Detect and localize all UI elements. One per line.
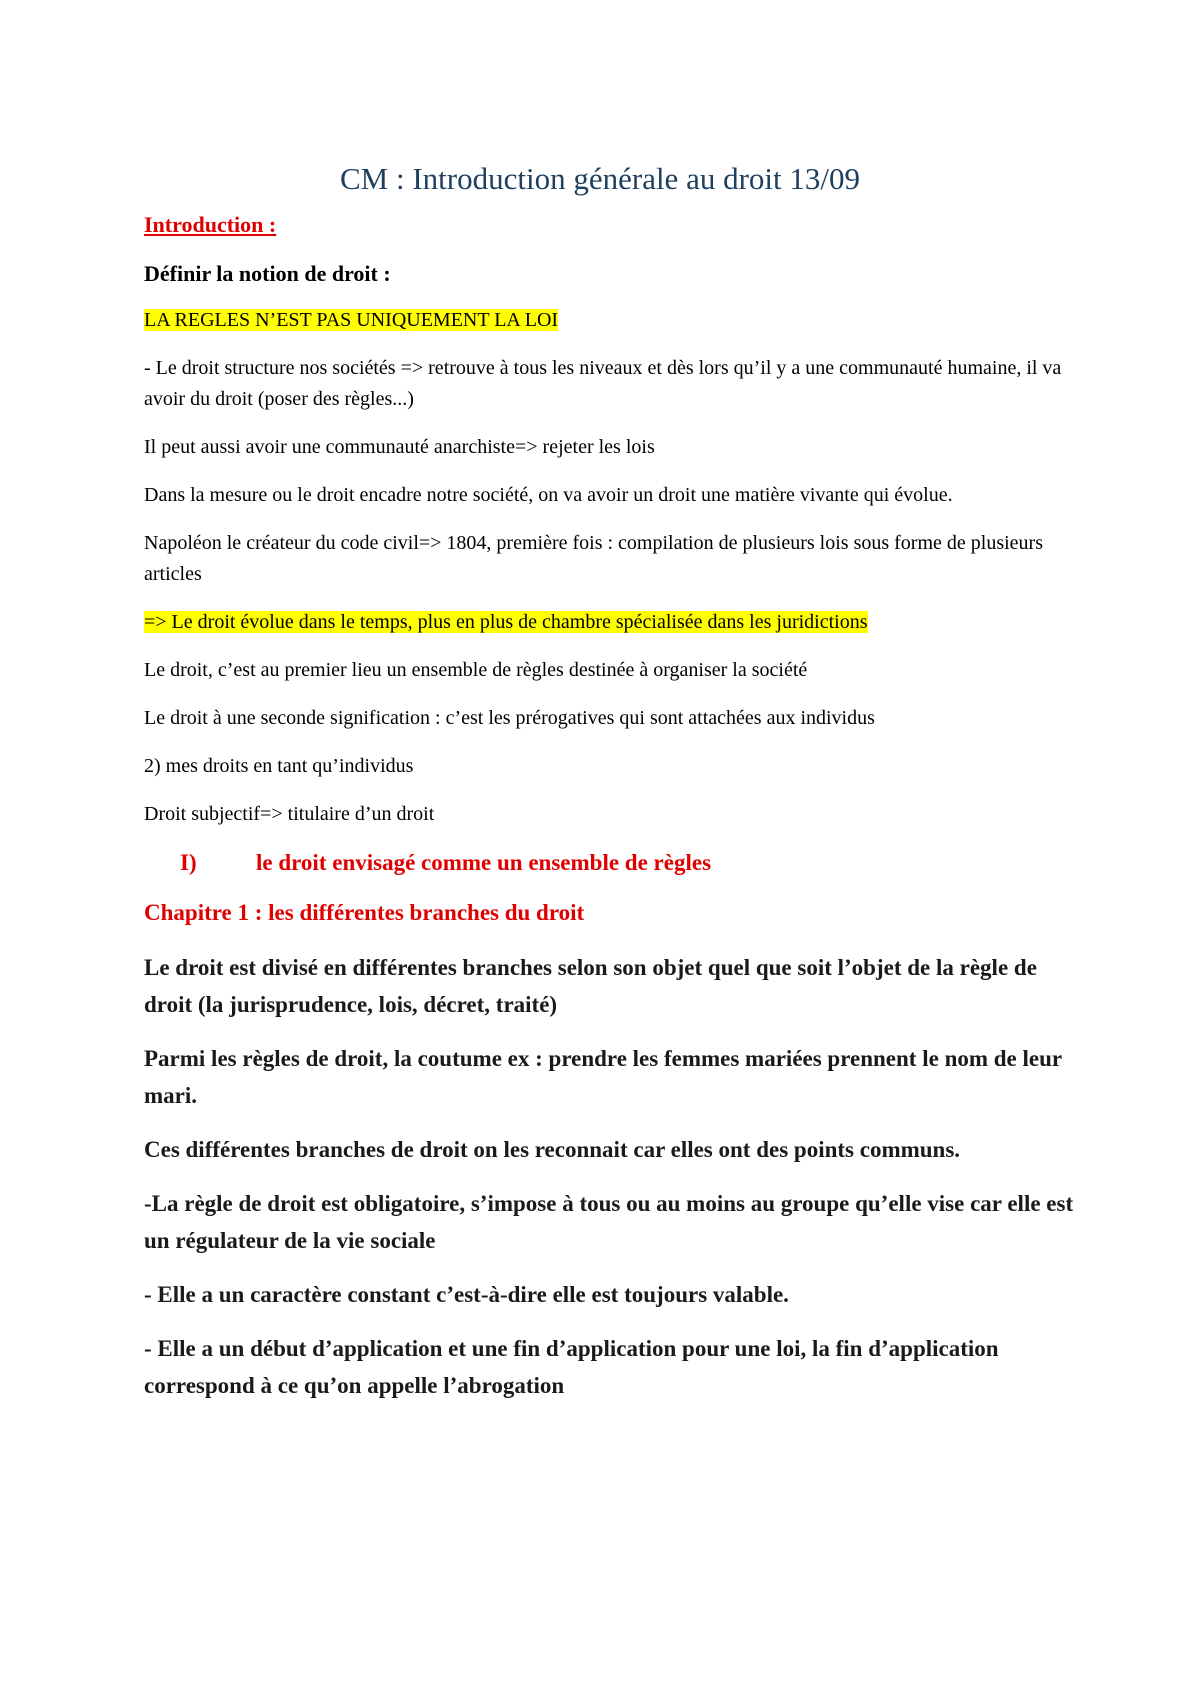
paragraph: Napoléon le créateur du code civil=> 1804, première fois : compilation de plusieurs lois sous forme de plusieurs articles: [144, 532, 1043, 585]
paragraph: - Elle a un début d’application et une fin d’application pour une loi, la fin d’application correspond à ce qu’on appelle l’abrogation: [144, 1336, 999, 1398]
highlight-paragraph-2: [144, 607, 1074, 638]
definition-heading: Définir la notion de droit :: [144, 261, 391, 286]
section-number: I): [180, 850, 197, 875]
paragraph: Ces différentes branches de droit on les reconnait car elles ont des points communs.: [144, 1137, 961, 1162]
paragraph: - Elle a un caractère constant c’est-à-dire elle est toujours valable.: [144, 1282, 789, 1307]
highlighted-text: => Le droit évolue dans le temps, plus en plus de chambre spécialisée dans les juridictions: [144, 611, 868, 633]
paragraph: Dans la mesure ou le droit encadre notre société, on va avoir un droit une matière vivante qui évolue.: [144, 484, 953, 506]
paragraph: - Le droit structure nos sociétés => retrouve à tous les niveaux et dès lors qu’il y a une communauté humaine, il va avoir du droit (poser des règles...): [144, 357, 1062, 410]
paragraph: Parmi les règles de droit, la coutume ex : prendre les femmes mariées prennent le nom de leur mari.: [144, 1046, 1062, 1108]
paragraph: Il peut aussi avoir une communauté anarchiste=> rejeter les lois: [144, 436, 655, 458]
introduction-heading: Introduction :: [144, 212, 277, 237]
highlighted-text: LA REGLES N’EST PAS UNIQUEMENT LA LOI: [144, 309, 559, 331]
paragraph: Le droit, c’est au premier lieu un ensemble de règles destinée à organiser la société: [144, 659, 808, 681]
paragraph: 2) mes droits en tant qu’individus: [144, 755, 414, 777]
chapter-heading: Chapitre 1 : les différentes branches du droit: [144, 900, 585, 925]
paragraph: Le droit est divisé en différentes branches selon son objet quel que soit l’objet de la règle de droit (la jurisprudence, lois, décret, traité): [144, 955, 1037, 1017]
section-label: le droit envisagé comme un ensemble de règles: [256, 850, 712, 875]
highlight-paragraph-1: [144, 305, 1074, 336]
paragraph: -La règle de droit est obligatoire, s’impose à tous ou au moins au groupe qu’elle vise car elle est un régulateur de la vie sociale: [144, 1191, 1074, 1253]
document-body: [144, 210, 1074, 1421]
paragraph: Le droit à une seconde signification : c’est les prérogatives qui sont attachées aux individus: [144, 707, 875, 729]
document-title: CM : Introduction générale au droit 13/09: [340, 161, 860, 196]
section-heading-i: [144, 847, 1074, 879]
paragraph: Droit subjectif=> titulaire d’un droit: [144, 803, 435, 825]
